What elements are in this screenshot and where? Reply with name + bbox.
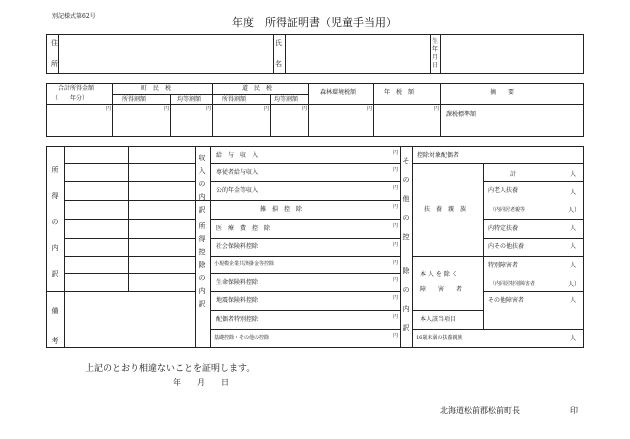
yen-unit: 円	[434, 106, 440, 112]
yen-unit: 円	[393, 167, 399, 173]
dep-total: 計	[510, 171, 517, 178]
form-number: 別記様式第62号	[52, 13, 96, 20]
yen-unit: 円	[106, 106, 112, 112]
yen-unit: 円	[393, 185, 399, 191]
other-deduction-label-2: 除 の 内 訳	[402, 267, 410, 332]
self-item: 本人該当項目	[420, 316, 457, 323]
special-disabled: 特別障害者	[488, 262, 519, 269]
header-box	[46, 34, 584, 74]
dependents-item: 扶 養 親 族	[424, 206, 467, 213]
name-label-2: 名	[275, 60, 282, 68]
deduction-breakdown-label: 所 得 控 除 の 内 訳	[198, 222, 206, 308]
yen-unit: 円	[264, 106, 270, 112]
certify-date: 年 月 日	[173, 378, 229, 387]
seal: 印	[570, 406, 578, 415]
income-row: 専従者給与収入	[216, 169, 259, 176]
spouse-item: 控除対象配偶者	[417, 152, 460, 159]
disabled-item-2: 障 害 者	[420, 286, 463, 293]
page-title: 年度 所得証明書（児童手当用）	[232, 16, 397, 29]
municipal-income-levy: 所得割額	[122, 96, 147, 103]
deduction-row: 小規模企業共済掛金等控除	[214, 261, 275, 267]
unit-person: 人	[570, 297, 577, 304]
forest-tax-header: 森林環境税額	[320, 89, 357, 96]
deduction-row: 医 療 費 控 除	[216, 225, 271, 232]
unit-person: 人	[570, 262, 577, 269]
unit-person: 人）	[568, 207, 581, 214]
yen-unit: 円	[302, 106, 308, 112]
unit-person: 人	[570, 171, 577, 178]
remarks-label: 備 考	[51, 307, 59, 345]
yen-unit: 円	[164, 106, 170, 112]
year-header: （ 年分）	[52, 95, 89, 102]
disabled-item-1: 本 人 を 除 く	[420, 271, 458, 278]
deduction-row: 社会保険料控除	[216, 243, 259, 250]
taxable-base-label: 課税標準額	[446, 111, 477, 118]
yen-unit: 円	[367, 106, 373, 112]
yen-unit: 円	[393, 295, 399, 301]
name-label-1: 氏	[275, 39, 282, 47]
income-breakdown-label: 収 入 の 内 訳	[198, 154, 206, 214]
yen-unit: 円	[393, 242, 399, 248]
municipal-tax-header: 町 民 税	[141, 85, 172, 92]
prefectural-per-capita: 均等割額	[274, 96, 299, 103]
annual-tax-header: 年 税 額	[384, 89, 415, 96]
birth-label: 生 年 月 日	[431, 38, 438, 69]
yen-unit: 円	[393, 333, 399, 339]
certify-text: 上記のとおり相違ないことを証明します。	[85, 364, 256, 374]
unit-person: 人	[570, 225, 577, 232]
dep-other: 内その他扶養	[488, 243, 525, 250]
prefectural-income-levy: 所得割額	[222, 96, 247, 103]
yen-unit: 円	[393, 314, 399, 320]
prefectural-tax-header: 道 民 税	[242, 85, 273, 92]
unit-person: 人	[570, 189, 577, 196]
breakdown-label: 所 得 の 内 訳	[51, 166, 59, 278]
dep-specific: 内特定扶養	[488, 225, 519, 232]
dep-cohabiting-elderly: （内同居老親等	[490, 207, 526, 213]
address-label-1: 住	[51, 39, 58, 47]
yen-unit: 円	[393, 277, 399, 283]
unit-person: 人	[570, 243, 577, 250]
deduction-row: 基礎控除・その他の控除	[214, 335, 270, 341]
unit-person: 人	[570, 335, 577, 342]
income-row: 公的年金等収入	[216, 187, 259, 194]
address-label-2: 所	[51, 60, 58, 68]
remarks-header: 摘 要	[490, 89, 515, 96]
yen-unit: 円	[393, 204, 399, 210]
income-row: 給 与 収 入	[216, 152, 259, 159]
deduction-row: 配偶者特別控除	[216, 316, 259, 323]
unit-person: 人）	[568, 281, 581, 288]
deduction-row: 地震保険料控除	[216, 297, 259, 304]
cohabiting-special-disabled: （内同居特別障害者	[490, 281, 536, 287]
deduction-row: 生命保険料控除	[216, 279, 259, 286]
municipal-per-capita: 均等割額	[177, 96, 202, 103]
yen-unit: 円	[393, 260, 399, 266]
issuer: 北海道松前郡松前町長	[440, 406, 520, 415]
income-total-header: 合計所得金額	[58, 85, 95, 92]
under16-item: 16歳未満の扶養親族	[416, 335, 463, 341]
other-deduction-label: そ の 他 の 控	[402, 157, 410, 241]
other-disabled: その他障害者	[488, 297, 525, 304]
yen-unit: 円	[393, 223, 399, 229]
dep-elderly: 内老人扶養	[488, 187, 519, 194]
yen-unit: 円	[206, 106, 212, 112]
yen-unit: 円	[393, 150, 399, 156]
loss-deduction-header: 雑 損 控 除	[260, 206, 303, 213]
